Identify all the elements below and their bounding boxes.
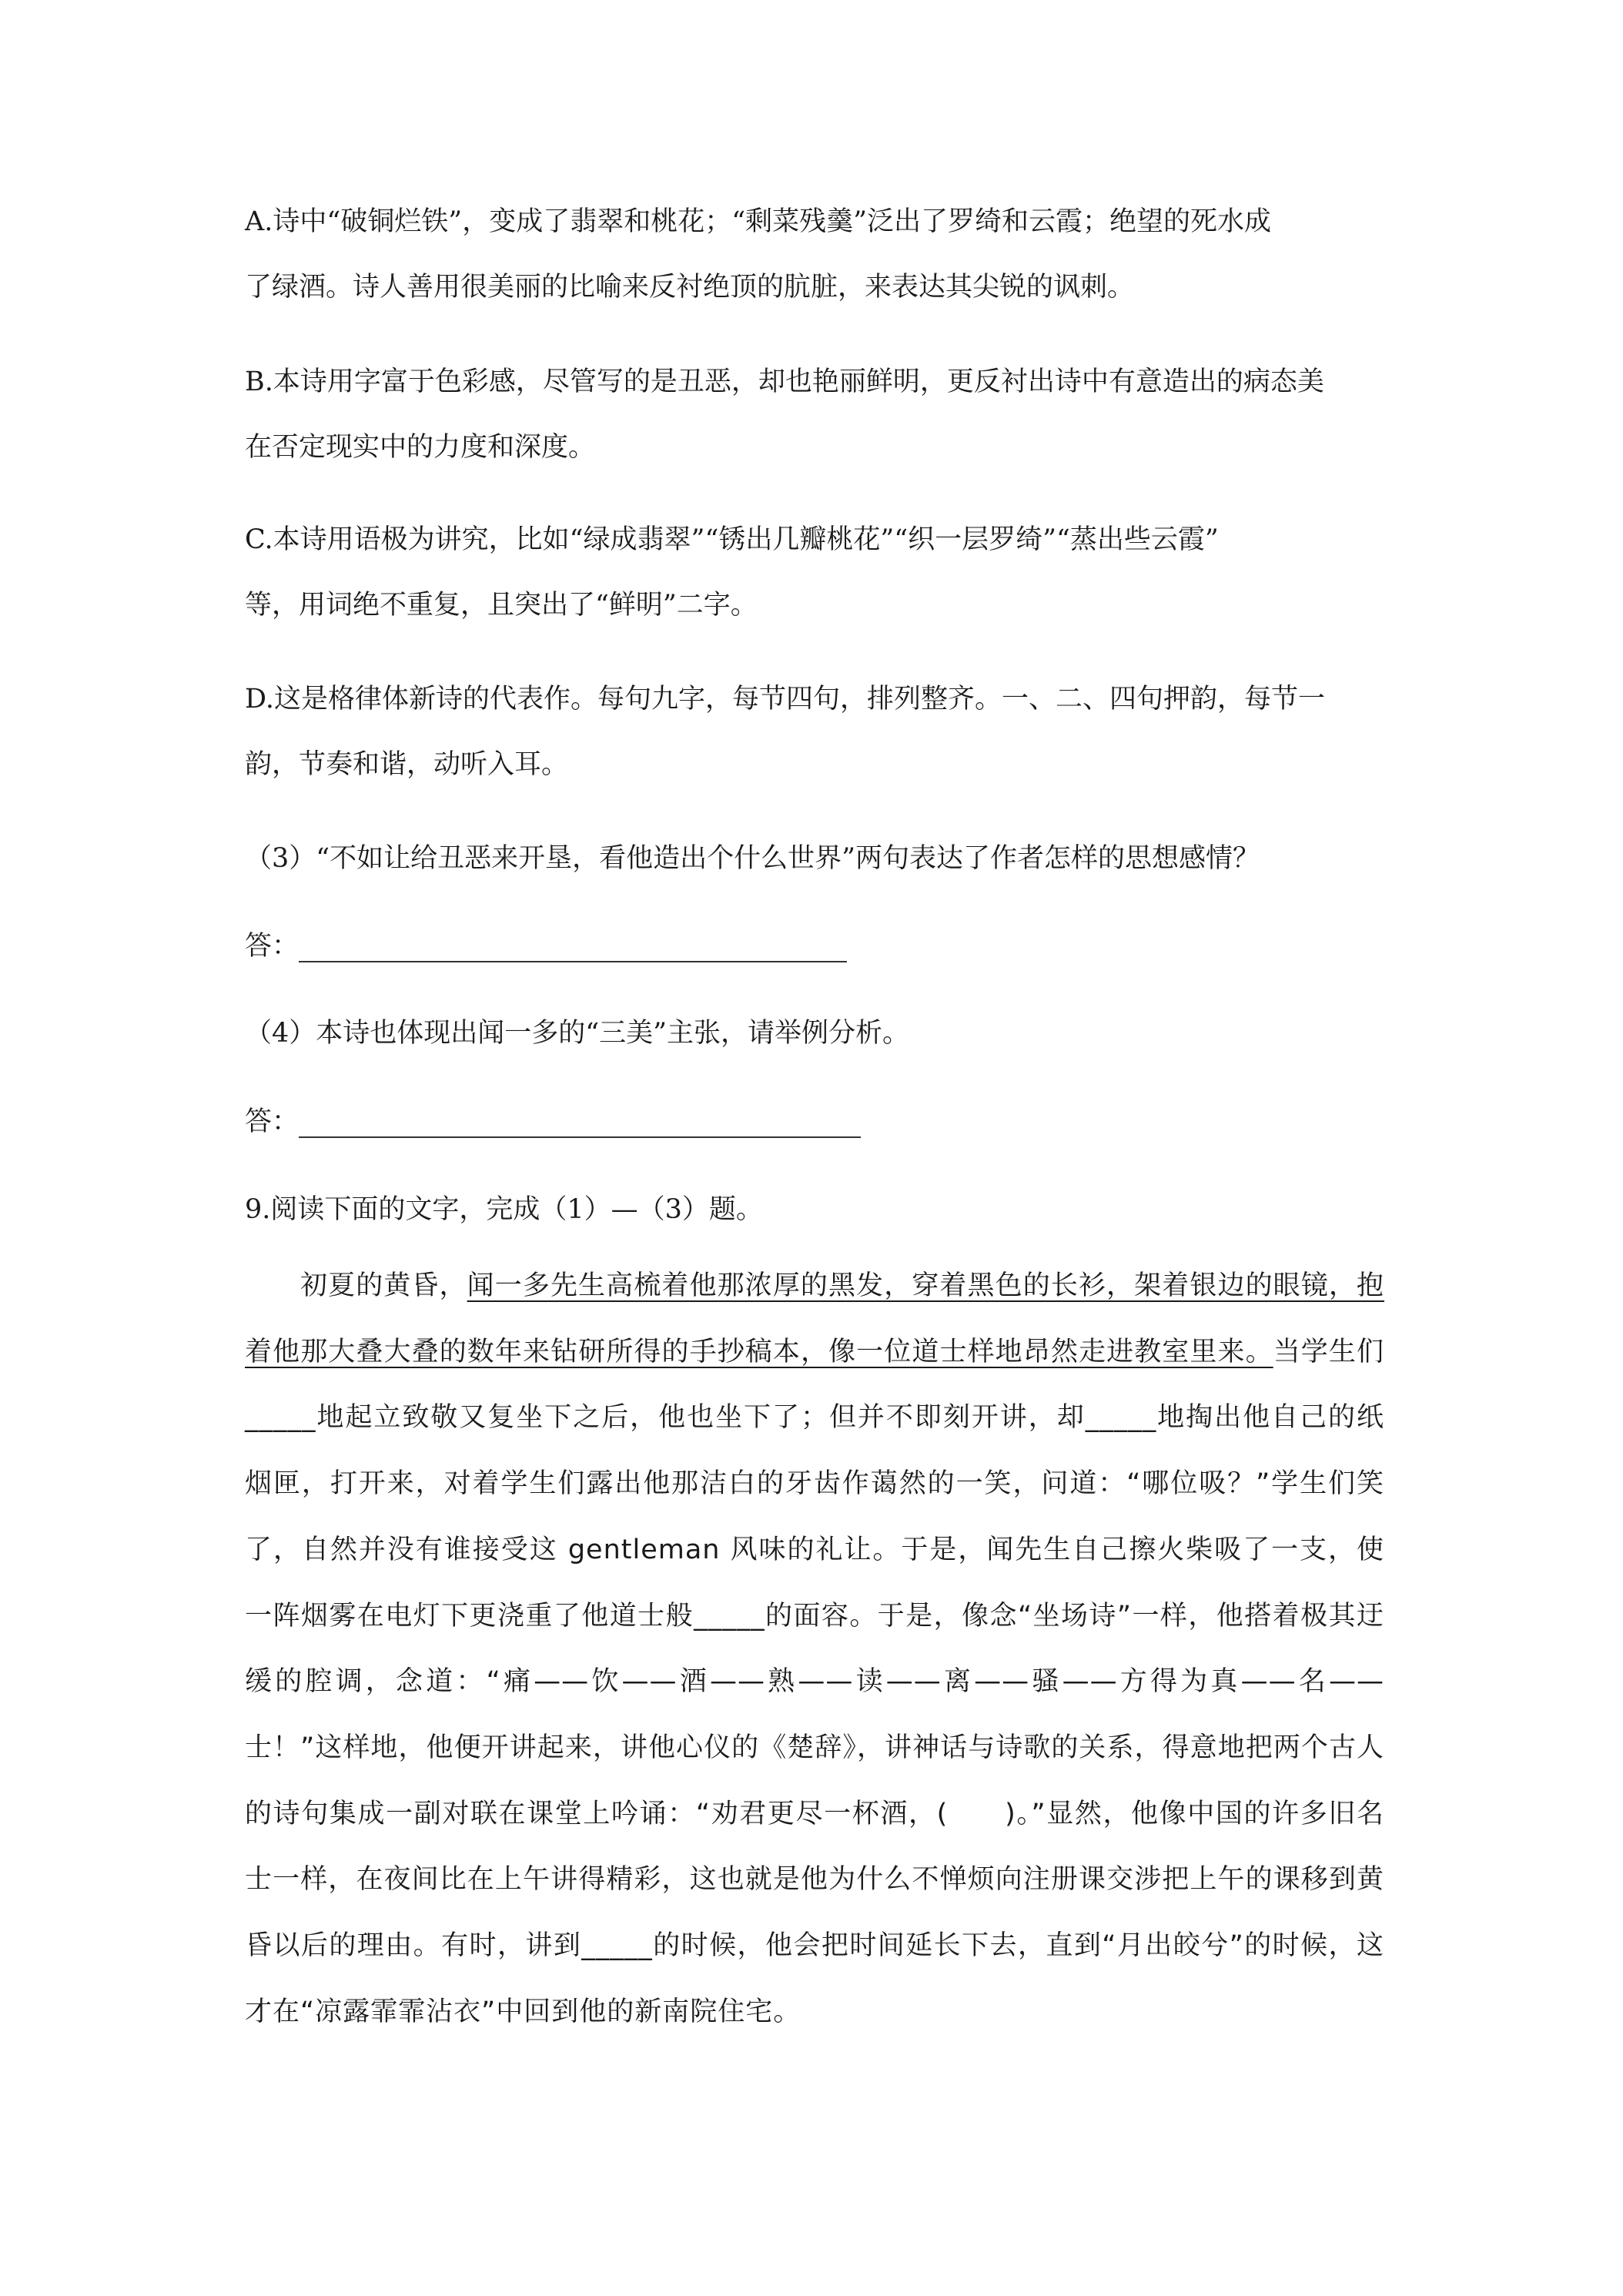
option-d-line2: 韵，节奏和谐，动听入耳。 (245, 749, 569, 780)
question-9-heading-text: 9.阅读下面的文字，完成（1）—（3）题。 (245, 1194, 763, 1225)
passage-blank-3: _____ (694, 1600, 765, 1632)
answer-line-q3[interactable] (299, 960, 847, 962)
option-d-line1: D.这是格律体新诗的代表作。每句九字，每节四句，排列整齐。一、二、四句押韵，每节一 (245, 684, 1325, 715)
option-b-line1: B.本诗用字富于色彩感，尽管写的是丑恶，却也艳丽鲜明，更反衬出诗中有意造出的病态美 (245, 366, 1324, 397)
option-a-line2: 了绿酒。诗人善用很美丽的比喻来反衬绝顶的肮脏，来表达其尖锐的讽刺。 (245, 272, 1135, 303)
passage-part-2: 当学生们 (1273, 1336, 1384, 1367)
option-c-line2: 等，用词绝不重复，且突出了“鲜明”二字。 (245, 590, 758, 621)
option-c (245, 507, 1384, 638)
passage-blank-2: _____ (1085, 1402, 1157, 1434)
passage-part-4: 地掏出他自己的纸烟匣，打开来，对着学生们露出他那洁白的牙齿作蔼然的一笑，问道：“哪位吸？”学生们笑了，自然并没有谁接受这 gentleman 风味的礼让。于是，闻先生自己擦火柴吸了一支，使一阵烟雾在电灯下更浇重了他道士般 (245, 1402, 1384, 1632)
question-3-text: （3）“不如让给丑恶来开垦，看他造出个什么世界”两句表达了作者怎样的思想感情？ (245, 843, 1260, 874)
passage-blank-1: _____ (245, 1402, 316, 1434)
passage-part-1: 初夏的黄昏， (300, 1270, 467, 1301)
answer-line-q4[interactable] (299, 1136, 861, 1138)
option-b (245, 350, 1384, 480)
passage-part-6: 的时候，他会把时间延长下去，直到“月出皎兮”的时候，这才在“凉露霏霏沾衣”中回到他的新南院住宅。 (245, 1930, 1384, 2027)
question-4-answer (245, 1089, 1384, 1155)
passage-part-5: 的面容。于是，像念“坐场诗”一样，他搭着极其迂缓的腔调，念道：“痛——饮——酒——熟——读——离——骚——方得为真——名——士！”这样地，他便开讲起来，讲他心仪的《楚辞》，讲神话与诗歌的关系，得意地把两个古人的诗句集成一副对联在课堂上吟诵：“劝君更尽一杯酒，( )。”显然，他像中国的许多旧名士一样，在夜间比在上午讲得精彩，这也就是他为什么不惮烦向注册课交涉把上午的课移到黄昏以后的理由。有时，讲到 (245, 1600, 1384, 1962)
reading-passage (245, 1253, 1384, 2045)
question-4-text: （4）本诗也体现出闻一多的“三美”主张，请举例分析。 (245, 1018, 910, 1049)
passage-blank-4: _____ (581, 1930, 653, 1962)
question-3-answer (245, 914, 1384, 979)
question-9-heading (245, 1177, 1384, 1243)
passage-part-3: 地起立致敬又复坐下之后，他也坐下了；但并不即刻开讲，却 (316, 1402, 1086, 1434)
answer-label: 答： (245, 931, 300, 962)
question-3 (245, 826, 1384, 892)
option-a-line1: A.诗中“破铜烂铁”，变成了翡翠和桃花；“剩菜残羹”泛出了罗绮和云霞；绝望的死水成 (245, 206, 1271, 237)
answer-label: 答： (245, 1106, 300, 1137)
passage-underlined-sentence: 闻一多先生高梳着他那浓厚的黑发，穿着黑色的长衫，架着银边的眼镜，抱着他那大叠大叠的数年来钻研所得的手抄稿本，像一位道士样地昂然走进教室里来。 (245, 1270, 1384, 1367)
question-4 (245, 1001, 1384, 1066)
option-c-line1: C.本诗用语极为讲究，比如“绿成翡翠”“锈出几瓣桃花”“织一层罗绮”“蒸出些云霞” (245, 524, 1219, 555)
option-d (245, 667, 1384, 798)
option-a (245, 189, 1384, 320)
option-b-line2: 在否定现实中的力度和深度。 (245, 432, 596, 463)
